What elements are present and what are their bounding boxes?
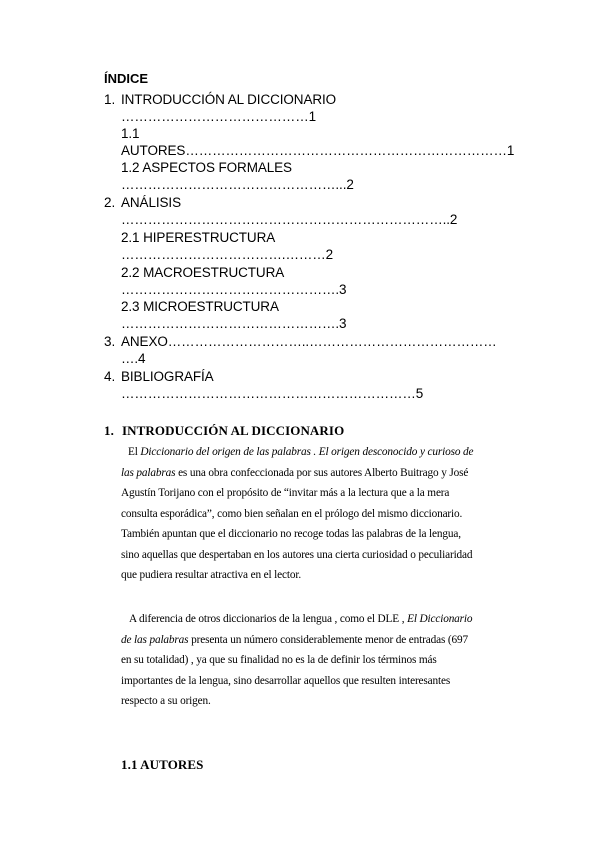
toc-entry-1-title: INTRODUCCIÓN AL DICCIONARIO	[121, 92, 337, 107]
toc-entry-1-1-number: 1.1	[121, 126, 140, 141]
toc-entry-2-1-leader: ……………………………….………2	[121, 247, 334, 262]
toc-entry-3-number: 3.	[104, 334, 116, 349]
toc-entry-2-2-title: 2.2 MACROESTRUCTURA	[121, 265, 285, 280]
paragraph-1-line-3: Agustín Torijano con el propósito de “invitar más a la lectura que a la mera	[121, 487, 450, 499]
toc-entry-3-leader: ….4	[121, 351, 146, 366]
toc-entry-2-title: ANÁLISIS	[121, 195, 181, 210]
paragraph-1-line-2: las palabras es una obra confeccionada por sus autores Alberto Buitrago y José	[121, 466, 469, 479]
toc-entry-1-leader: ……………………………………1	[121, 109, 317, 124]
toc-entry-4-leader: …………………………………………………………5	[121, 386, 424, 401]
toc-entry-1-1-title: AUTORES………………………………………………………………1	[121, 143, 515, 158]
toc-entry-4-title: BIBLIOGRAFÍA	[121, 369, 214, 384]
paragraph-2-line-3: en su totalidad) , ya que su finalidad no es la de definir los términos más	[121, 654, 437, 666]
paragraph-1-line-1: El Diccionario del origen de las palabras . El origen desconocido y curioso de	[128, 446, 474, 458]
paragraph-1-line-7: que pudiera resultar atractiva en el lector.	[121, 569, 302, 581]
toc-entry-2-number: 2.	[104, 195, 116, 210]
toc-title: ÍNDICE	[104, 71, 149, 86]
section-1-heading	[104, 423, 344, 439]
toc-entry-1-2-leader: …………………………………………...2	[121, 177, 354, 192]
toc-entry-2-3-leader: ………………………………………….3	[121, 316, 347, 331]
paragraph-1-line-5: También apuntan que el diccionario no recoge todas las palabras de la lengua,	[121, 528, 461, 540]
toc-entry-1-2-title: 1.2 ASPECTOS FORMALES	[121, 160, 292, 175]
paragraph-2-line-4: importantes de la lengua, sino desarrollar aquellos que resulten interesantes	[121, 674, 451, 687]
paragraph-2-line-5: respecto a su origen.	[121, 695, 211, 707]
section-1-number: 1.	[104, 423, 114, 438]
paragraph-1-line-6: sino aquellas que despertaban en los autores una cierta curiosidad o peculiaridad	[121, 548, 473, 561]
toc-entry-2-1-title: 2.1 HIPERESTRUCTURA	[121, 230, 276, 245]
section-1-paragraph-2	[121, 609, 489, 712]
section-1-title: INTRODUCCIÓN AL DICCIONARIO	[122, 423, 345, 438]
toc-entry-2-leader: ………………………………………………………………..2	[121, 212, 458, 227]
section-1-paragraph-1	[121, 442, 489, 586]
paragraph-1-line-4: consulta esporádica”, como bien señalan en el prólogo del mismo diccionario.	[121, 507, 463, 520]
toc-entry-2-2-leader: ………………………………………….3	[121, 282, 347, 297]
toc-entry-4-number: 4.	[104, 369, 116, 384]
paragraph-2-line-2: de las palabras presenta un número considerablemente menor de entradas (697	[121, 633, 469, 646]
paragraph-2-line-1: A diferencia de otros diccionarios de la lengua , como el DLE , El Diccionario	[129, 613, 473, 625]
toc-entry-3-title: ANEXO…………………………..……………………………………	[121, 334, 497, 349]
toc-entry-2-3-title: 2.3 MICROESTRUCTURA	[121, 299, 279, 314]
toc-entry-1-number: 1.	[104, 92, 116, 107]
section-1-1-heading: 1.1 AUTORES	[121, 757, 204, 772]
